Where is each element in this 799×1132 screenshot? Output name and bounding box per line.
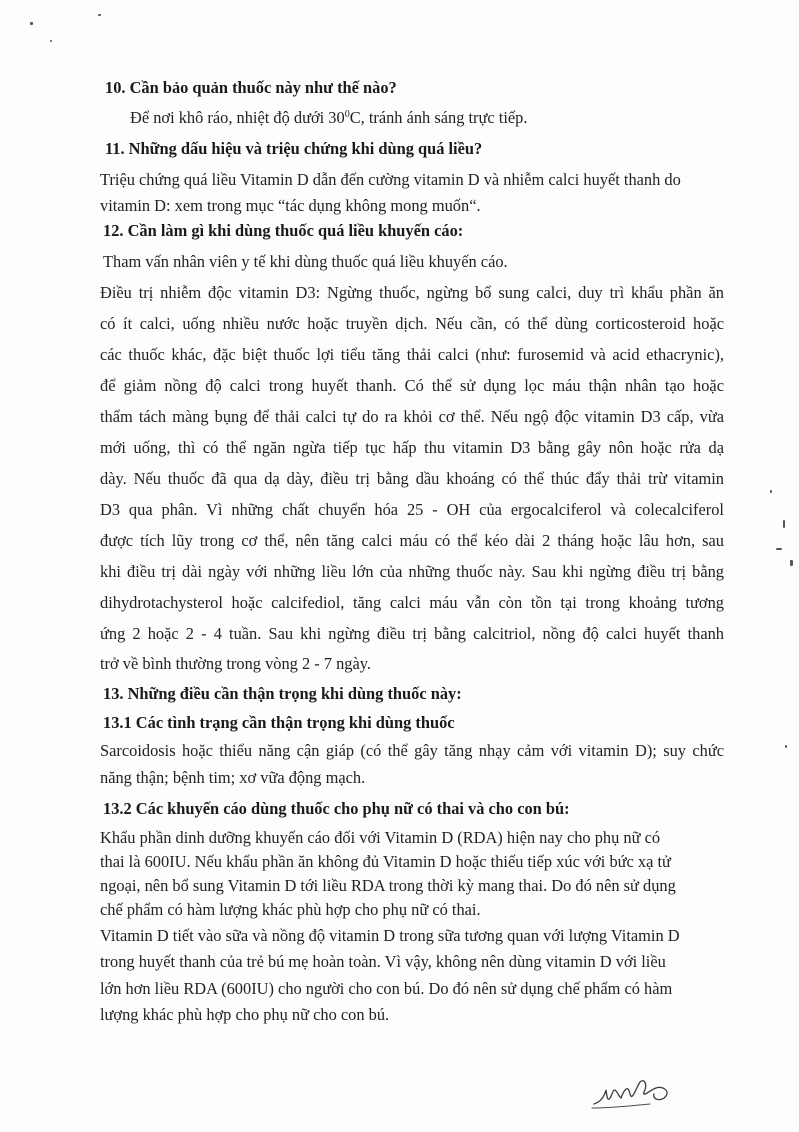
scan-speck — [98, 14, 101, 16]
section-13-2-line: ngoại, nên bổ sung Vitamin D tới liều RDA trong thời kỳ mang thai. Do đó nên sử dụng — [100, 876, 676, 895]
section-12-line: để giảm nồng độ calci trong huyết thanh. Có thể sử dụng lọc máu thận nhân tạo hoặc — [100, 376, 724, 395]
section-13-1-line: năng thận; bệnh tim; xơ vữa động mạch. — [100, 768, 366, 787]
storage-text-b: C, tránh ánh sáng trực tiếp. — [349, 108, 528, 127]
scan-speck — [790, 560, 793, 566]
section-13-2-line: trong huyết thanh của trẻ bú mẹ hoàn toàn. Vì vậy, không nên dùng vitamin D với liều — [100, 952, 666, 971]
section-12-line: được tích lũy trong cơ thể, nên tăng calci máu có thể kéo dài 2 tháng hoặc lâu hơn, sau — [100, 531, 724, 550]
section-11-heading: 11. Những dấu hiệu và triệu chứng khi dùng quá liều? — [105, 139, 483, 158]
storage-text-a: Để nơi khô ráo, nhiệt độ dưới 30 — [130, 108, 345, 127]
section-12-line: có ít calci, uống nhiều nước hoặc truyền dịch. Nếu cần, có thể dùng corticosteroid hoặc — [100, 314, 724, 333]
section-12-heading: 12. Cần làm gì khi dùng thuốc quá liều khuyến cáo: — [103, 221, 464, 240]
section-11-line: vitamin D: xem trong mục “tác dụng không mong muốn“. — [100, 196, 481, 215]
section-12-line: các thuốc khác, đặc biệt thuốc lợi tiểu tăng thải calci (như: furosemid và acid ethacrynic), — [100, 345, 724, 364]
scan-speck — [770, 490, 772, 493]
section-12-line: khi điều trị dài ngày với những liều lớn của những thuốc này. Sau khi ngừng điều trị bằng — [100, 562, 724, 581]
section-12-intro: Tham vấn nhân viên y tế khi dùng thuốc quá liều khuyến cáo. — [103, 252, 508, 271]
scan-speck — [785, 745, 787, 748]
section-10-heading: 10. Cần bảo quản thuốc này như thế nào? — [105, 78, 397, 97]
scan-speck — [30, 22, 33, 25]
scan-speck — [50, 40, 52, 42]
section-13-2-line: Khẩu phần dinh dưỡng khuyến cáo đối với Vitamin D (RDA) hiện nay cho phụ nữ có — [100, 828, 661, 847]
section-13-2-line: thai là 600IU. Nếu khẩu phần ăn không đủ Vitamin D hoặc thiếu tiếp xúc với bức xạ tử — [100, 852, 671, 871]
section-13-2-line: lượng khác phù hợp cho phụ nữ cho con bú. — [100, 1005, 390, 1024]
section-12-line: ứng 2 hoặc 2 - 4 tuần. Sau khi ngừng điều trị bằng calcitriol, nồng độ calci huyết thanh — [100, 624, 724, 643]
section-12-line: thẩm tách màng bụng để thải calci tự do ra khỏi cơ thể. Nếu ngộ độc vitamin D3 cấp, vừa — [100, 407, 724, 426]
section-12-line: dày. Nếu thuốc đã qua dạ dày, điều trị bằng dầu khoáng có thể thúc đẩy thải trừ vitamin — [100, 469, 724, 488]
scan-speck — [776, 548, 782, 550]
section-13-2-line: Vitamin D tiết vào sữa và nồng độ vitamin D trong sữa tương quan với lượng Vitamin D — [100, 926, 680, 945]
section-13-2-line: chế phẩm có hàm lượng khác phù hợp cho phụ nữ có thai. — [100, 900, 481, 919]
section-12-line: mới uống, thì có thể ngăn ngừa tiếp tục hấp thu vitamin D3 bằng gây nôn hoặc rửa dạ — [100, 438, 724, 457]
scan-speck — [783, 520, 785, 528]
section-12-line: D3 qua phân. Vì những chất chuyển hóa 25 - OH của ergocalciferol và colecalciferol — [100, 500, 724, 519]
section-11-line: Triệu chứng quá liều Vitamin D dẫn đến cường vitamin D và nhiễm calci huyết thanh do — [100, 170, 681, 189]
degree-superscript: 0 — [344, 109, 350, 120]
section-13-1-line: Sarcoidosis hoặc thiểu năng cận giáp (có thể gây tăng nhạy cảm với vitamin D); suy chức — [100, 741, 724, 760]
handwritten-signature — [590, 1068, 690, 1118]
section-10-text — [130, 108, 527, 128]
section-13-2-heading: 13.2 Các khuyến cáo dùng thuốc cho phụ nữ có thai và cho con bú: — [103, 799, 570, 818]
section-12-line: trở về bình thường trong vòng 2 - 7 ngày. — [100, 654, 371, 673]
section-13-1-heading: 13.1 Các tình trạng cần thận trọng khi dùng thuốc — [103, 713, 455, 732]
section-12-line: Điều trị nhiễm độc vitamin D3: Ngừng thuốc, ngừng bổ sung calci, duy trì khẩu phần ăn — [100, 283, 724, 302]
section-13-heading: 13. Những điều cần thận trọng khi dùng thuốc này: — [103, 684, 462, 703]
section-12-line: dihydrotachysterol hoặc calcifediol, tăng calci máu vẫn còn tồn tại trong khoảng tương — [100, 593, 724, 612]
section-13-2-line: lớn hơn liều RDA (600IU) cho người cho con bú. Do đó nên sử dụng chế phẩm có hàm — [100, 979, 673, 998]
